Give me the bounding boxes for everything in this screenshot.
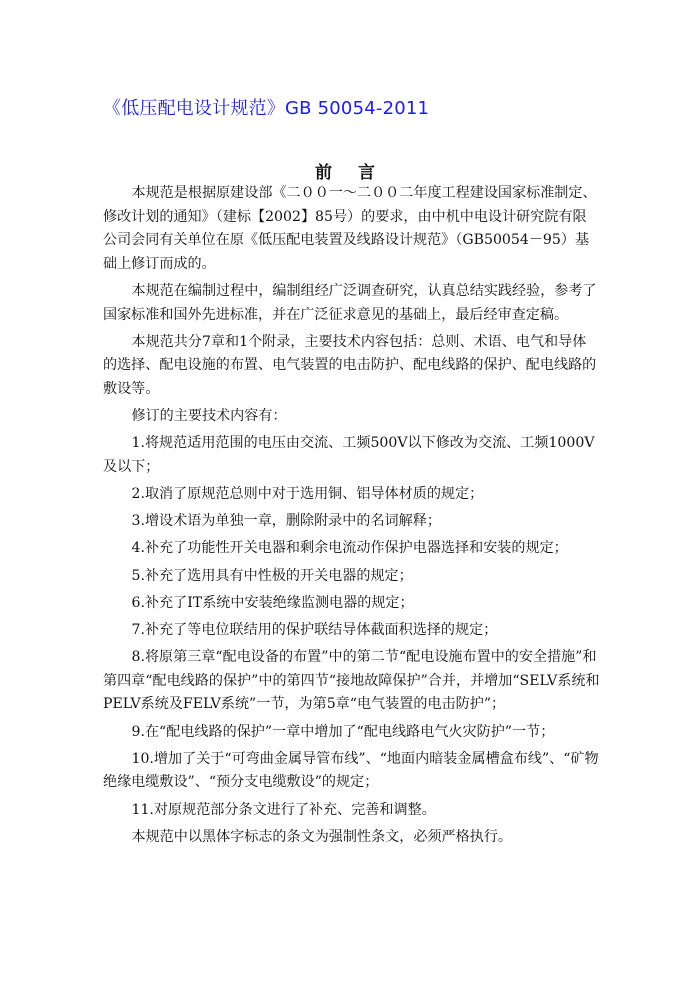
section-heading: 前 言 bbox=[315, 163, 385, 183]
paragraph: 本规范在编制过程中，编制组经广泛调查研究，认真总结实践经验，参考了国家标准和国外先进标准，并在广泛征求意见的基础上，最后经审查定稿。 bbox=[103, 282, 597, 323]
list-item: 5.补充了选用具有中性极的开关电器的规定； bbox=[131, 567, 413, 584]
paragraph: 本规范是根据原建设部《二００一～二００二年度工程建设国家标准制定、修改计划的通知》（建标【2002】85号）的要求，由中机中电设计研究院有限公司会同有关单位在原《低压配电装置及线路设计规范》（GB50054－95）基础上修订而成的。 bbox=[103, 185, 597, 272]
list-item: 11.对原规范部分条文进行了补充、完善和调整。 bbox=[131, 801, 436, 818]
list-item: 10.增加了关于“可弯曲金属导管布线”、“地面内暗装金属槽盒布线”、“矿物绝缘电缆敷设”、“预分支电缆敷设”的规定； bbox=[103, 750, 599, 791]
list-item: 3.增设术语为单独一章，删除附录中的名词解释； bbox=[131, 513, 441, 530]
list-item: 6.补充了IT系统中安装绝缘监测电器的规定； bbox=[131, 594, 414, 611]
paragraph: 本规范中以黑体字标志的条文为强制性条文，必须严格执行。 bbox=[131, 828, 513, 845]
list-item: 2.取消了原规范总则中对于选用铜、铝导体材质的规定； bbox=[131, 486, 484, 503]
paragraph: 本规范共分7章和1个附录，主要技术内容包括：总则、术语、电气和导体的选择、配电设施的布置、电气装置的电击防护、配电线路的保护、配电线路的敷设等。 bbox=[103, 333, 597, 397]
paragraph: 修订的主要技术内容有： bbox=[131, 408, 287, 425]
list-item: 7.补充了等电位联结用的保护联结导体截面积选择的规定； bbox=[131, 622, 498, 639]
list-item: 8.将原第三章“配电设备的布置”中的第二节“配电设施布置中的安全措施”和第四章“配电线路的保护”中的第四节“接地故障保护”合并，并增加“SELV系统和PELV系统及FELV系统”一节，为第5章“电气装置的电击防护”； bbox=[103, 649, 600, 713]
list-item: 4.补充了功能性开关电器和剩余电流动作保护电器选择和安装的规定； bbox=[131, 540, 568, 557]
list-item: 9.在“配电线路的保护”一章中增加了“配电线路电气火灾防护”一节； bbox=[131, 723, 555, 740]
document-title: 《低压配电设计规范》GB 50054-2011 bbox=[103, 98, 430, 119]
document-body bbox=[103, 182, 600, 849]
list-item: 1.将规范适用范围的电压由交流、工频500V以下修改为交流、工频1000V及以下； bbox=[103, 435, 595, 475]
